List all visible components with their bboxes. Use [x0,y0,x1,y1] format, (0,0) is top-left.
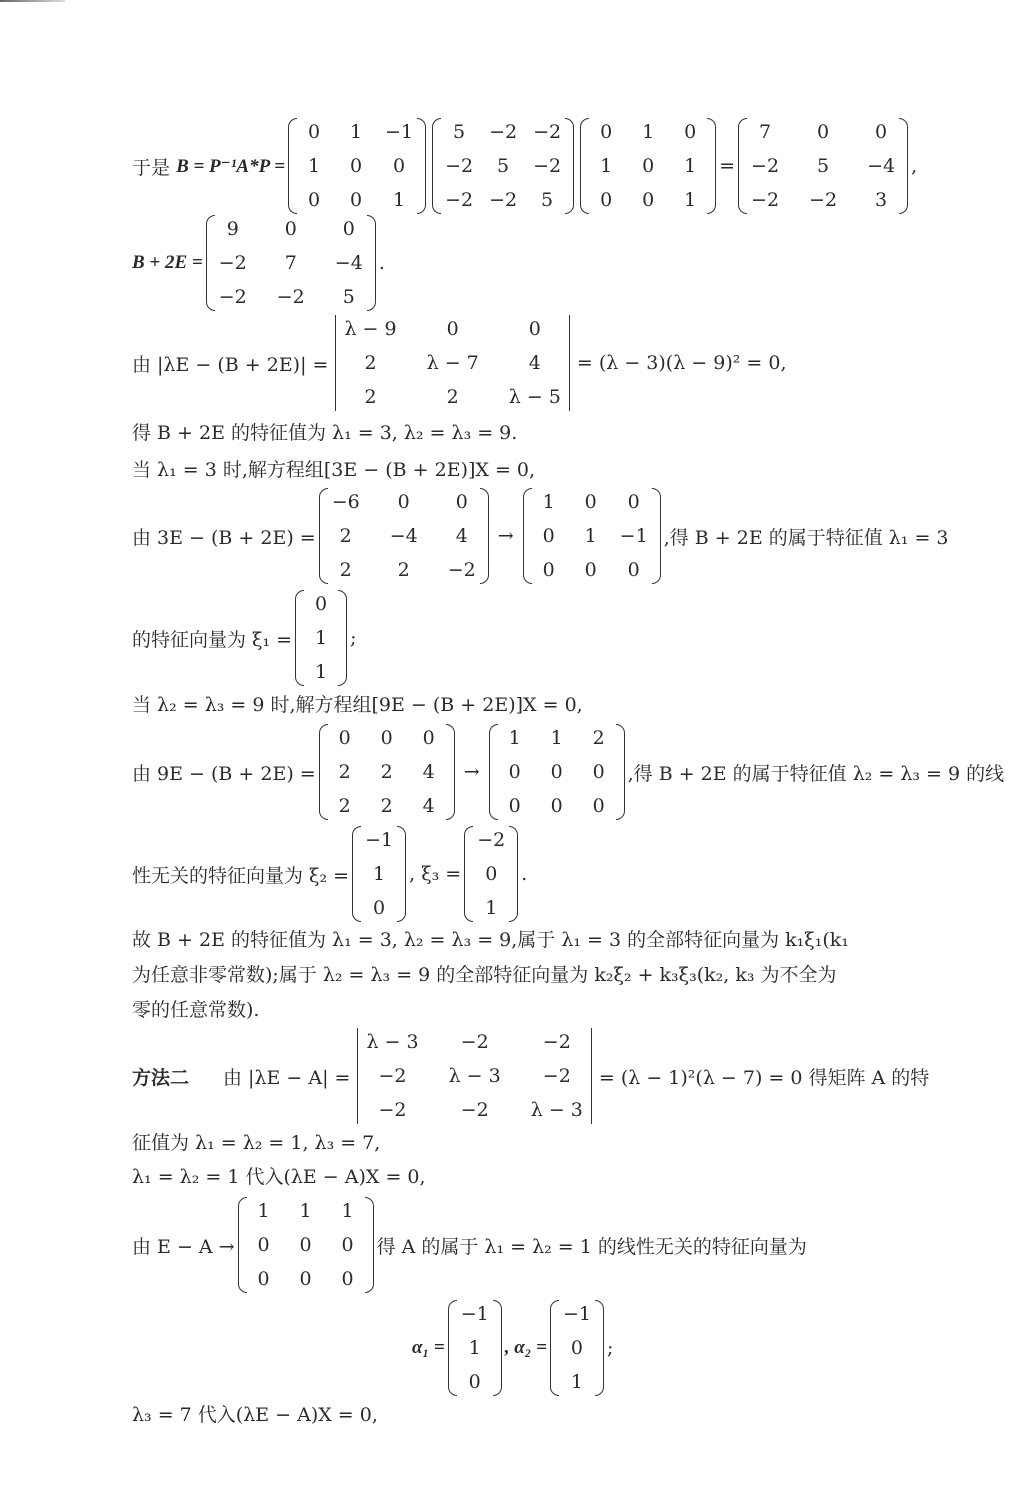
matrix-bracket [616,724,625,820]
matrix-cell: −2 [533,121,562,143]
text-line: 得 B + 2E 的特征值为 λ₁ = 3, λ₂ = λ₃ = 9. [132,422,518,444]
matrix-cell: 0 [550,761,563,783]
text-line: λ₃ = 7 代入(λE − A)X = 0, [132,1404,378,1426]
matrix-bracket [238,1197,247,1293]
matrix-cell: 0 [446,318,459,340]
matrix-cell: 0 [642,189,655,211]
matrix-bracket [338,590,347,686]
matrix-cell: 0 [584,491,597,513]
matrix-cell: 1 [570,1371,583,1393]
text-line: 当 λ₂ = λ₃ = 9 时,解方程组[9E − (B + 2E)]X = 0, [132,694,583,716]
matrix-cell: 1 [350,121,363,143]
matrix-cell: λ − 9 [344,318,397,340]
vector-alpha1 [448,1300,502,1396]
matrix-cell: 0 [350,189,363,211]
matrix-bracket [397,826,406,922]
matrix-P [580,118,716,214]
matrix-cell: −2 [460,1099,489,1121]
matrix-cell: 1 [508,727,521,749]
matrix-cell: 2 [338,761,351,783]
matrix-cell: 0 [342,218,355,240]
matrix-cell: 1 [542,491,555,513]
equation-xi2-xi3 [132,826,527,922]
matrix-cell: −2 [477,829,506,851]
matrix-cell: −2 [445,189,474,211]
determinant-1 [331,315,573,411]
matrix-cell: 0 [508,761,521,783]
matrix-cell: −4 [867,155,896,177]
matrix-bracket [738,118,747,214]
arrow-icon: → [497,525,514,547]
matrix-cell: 1 [393,189,406,211]
matrix-cell: 1 [600,155,613,177]
text: 由 |λE − (B + 2E)| = [132,353,329,376]
matrix-cell: −2 [489,121,518,143]
matrix-cell: 0 [528,318,541,340]
matrix-cell: 0 [684,121,697,143]
matrix-cell: 0 [875,121,888,143]
matrix-cell: 0 [592,795,605,817]
matrix-cell: 0 [338,727,351,749]
matrix-cell: 1 [308,155,321,177]
matrix-cell: −1 [562,1303,591,1325]
matrix-bracket [580,118,589,214]
matrix-cell: 0 [584,559,597,581]
text: ,得 B + 2E 的属于特征值 λ₂ = λ₃ = 9 的线 [627,762,1005,785]
text: 由 E − A → [132,1235,235,1258]
matrix-cell: 1 [315,661,328,683]
matrix-cell: 0 [308,121,321,143]
matrix-bracket [352,826,361,922]
matrix-cell: 1 [315,627,328,649]
matrix-cell: −2 [218,286,247,308]
text-line: 故 B + 2E 的特征值为 λ₁ = 3, λ₂ = λ₃ = 9,属于 λ₁ = 3 的全部特征向量为 k₁ξ₁(k₁ [132,929,849,951]
matrix-B-plus-2E [206,215,376,311]
matrix-bracket [464,826,473,922]
matrix-cell: 0 [627,559,640,581]
text-line: 为任意非零常数);属于 λ₂ = λ₃ = 9 的全部特征向量为 k₂ξ₂ + k₃ξ₃(k₂, k₃ 为不全为 [132,964,837,986]
matrix-cell: 2 [446,386,459,408]
text: , α₂ = [504,1337,547,1358]
matrix-cell: −2 [447,559,476,581]
matrix-cell: −1 [365,829,394,851]
matrix-cell: 2 [339,525,352,547]
matrix-cell: 0 [373,897,386,919]
equation-alpha [412,1300,613,1396]
matrix-bracket [417,118,426,214]
text: B = P⁻¹A*P = [176,155,286,177]
text: = (λ − 3)(λ − 9)² = 0, [576,352,787,374]
matrix-cell: λ − 3 [366,1031,419,1053]
method-label: 方法二 [132,1066,190,1089]
matrix-cell: −2 [460,1031,489,1053]
text: α₁ = [412,1337,445,1358]
matrix-cell: 1 [468,1337,481,1359]
text: . [521,863,528,885]
determinant-2 [353,1028,595,1124]
matrix-cell: 1 [684,189,697,211]
text: 由 3E − (B + 2E) = [132,526,316,549]
matrix-cell: −1 [619,525,648,547]
matrix-P-inverse [288,118,426,214]
matrix-cell: 5 [541,189,554,211]
matrix-cell: 0 [299,1234,312,1256]
determinant-bar [569,315,570,411]
matrix-9E-minus [319,724,455,820]
text-line: 零的任意常数). [132,999,260,1021]
matrix-cell: 9 [226,218,239,240]
matrix-cell: 3 [875,189,888,211]
matrix-cell: 1 [584,525,597,547]
determinant-bar [357,1028,358,1124]
matrix-cell: −2 [542,1031,571,1053]
vector-xi3 [464,826,518,922]
matrix-cell: 0 [550,795,563,817]
equation-3E [132,488,949,584]
matrix-cell: 0 [315,593,328,615]
equation-method2-det [132,1028,929,1124]
matrix-cell: −2 [445,155,474,177]
text: 的特征向量为 ξ₁ = [132,628,293,651]
matrix-cell: λ − 3 [448,1065,501,1087]
matrix-cell: 2 [380,761,393,783]
matrix-cell: 1 [257,1200,270,1222]
matrix-cell: 0 [600,189,613,211]
matrix-cell: 0 [468,1371,481,1393]
matrix-cell: λ − 7 [426,352,479,374]
text-line: λ₁ = λ₂ = 1 代入(λE − A)X = 0, [132,1166,426,1188]
equation-characteristic-det [132,315,787,411]
equation-xi1 [132,590,357,686]
matrix-cell: −2 [378,1065,407,1087]
matrix-cell: 0 [393,155,406,177]
matrix-cell: −2 [533,155,562,177]
matrix-cell: 4 [455,525,468,547]
matrix-3E-reduced [523,488,661,584]
text: B + 2E = [132,252,203,273]
text: 性无关的特征向量为 ξ₂ = [132,864,350,887]
text: = (λ − 1)²(λ − 7) = 0 得矩阵 A 的特 [598,1066,930,1089]
text: 由 9E − (B + 2E) = [132,762,316,785]
matrix-bracket [899,118,908,214]
text: 得 A 的属于 λ₁ = λ₂ = 1 的线性无关的特征向量为 [376,1235,807,1258]
matrix-bracket [550,1300,559,1396]
matrix-cell: 5 [817,155,830,177]
matrix-cell: −2 [218,252,247,274]
matrix-bracket [595,1300,604,1396]
matrix-cell: 1 [485,897,498,919]
matrix-bracket [707,118,716,214]
matrix-cell: 0 [397,491,410,513]
equation-E-minus-A [132,1197,807,1293]
matrix-cell: 1 [299,1200,312,1222]
matrix-cell: 0 [570,1337,583,1359]
matrix-A-star [432,118,574,214]
matrix-cell: 1 [341,1200,354,1222]
matrix-bracket [295,590,304,686]
matrix-cell: 0 [600,121,613,143]
matrix-cell: −6 [331,491,360,513]
matrix-E-minus-A-reduced [238,1197,374,1293]
matrix-cell: 2 [339,559,352,581]
scan-edge-artifact [0,0,65,2]
equation-B-plus-2E: B + 2E = 9 0 0 −2 7 −4 −2 −2 5 . [132,215,385,311]
matrix-bracket [319,724,328,820]
matrix-cell: 1 [642,121,655,143]
matrix-bracket [206,215,215,311]
matrix-cell: 5 [453,121,466,143]
matrix-cell: 0 [817,121,830,143]
matrix-3E-minus [319,488,489,584]
matrix-cell: −2 [751,189,780,211]
matrix-cell: 0 [380,727,393,749]
matrix-bracket [288,118,297,214]
matrix-cell: 5 [497,155,510,177]
matrix-cell: 5 [342,286,355,308]
matrix-cell: 0 [508,795,521,817]
text: 于是 [132,156,171,179]
matrix-bracket [480,488,489,584]
matrix-bracket [523,488,532,584]
matrix-cell: 0 [422,727,435,749]
matrix-cell: 7 [284,252,297,274]
matrix-cell: 0 [350,155,363,177]
matrix-bracket [448,1300,457,1396]
matrix-cell: 0 [284,218,297,240]
arrow-icon: → [463,761,480,783]
matrix-bracket [365,1197,374,1293]
text: ; [350,627,357,649]
matrix-cell: 0 [642,155,655,177]
matrix-cell: −4 [389,525,418,547]
text: 由 |λE − A| = [223,1066,351,1089]
matrix-bracket [367,215,376,311]
matrix-cell: 1 [684,155,697,177]
matrix-cell: 0 [257,1234,270,1256]
matrix-cell: 1 [550,727,563,749]
matrix-cell: 0 [341,1234,354,1256]
matrix-cell: λ − 5 [508,386,561,408]
matrix-cell: −2 [809,189,838,211]
matrix-cell: 0 [485,863,498,885]
matrix-B [738,118,908,214]
determinant-bar [591,1028,592,1124]
matrix-cell: 0 [542,559,555,581]
text-line: 当 λ₁ = 3 时,解方程组[3E − (B + 2E)]X = 0, [132,459,536,481]
matrix-bracket [319,488,328,584]
matrix-cell: 0 [627,491,640,513]
equation-B: 于是 B = P⁻¹A*P = 0 1 −1 1 0 0 0 0 1 5 −2 −2 −2 5 −2 −2 −2 5 0 1 0 1 0 1 0 0 1 = 7 0 0 −2 5 −4 −2 −2 3 , [132,118,917,214]
vector-xi1 [295,590,347,686]
text: ; [606,1337,614,1359]
determinant-bar [335,315,336,411]
matrix-cell: 4 [422,761,435,783]
matrix-cell: 2 [592,727,605,749]
matrix-cell: −1 [385,121,414,143]
matrix-bracket [652,488,661,584]
matrix-cell: 7 [758,121,772,143]
matrix-bracket [489,724,498,820]
matrix-cell: 2 [380,795,393,817]
matrix-bracket [432,118,441,214]
matrix-9E-reduced [489,724,625,820]
matrix-cell: 4 [422,795,435,817]
matrix-cell: −2 [542,1065,571,1087]
matrix-cell: −4 [334,252,363,274]
vector-alpha2 [550,1300,604,1396]
matrix-cell: −2 [751,155,780,177]
matrix-bracket [565,118,574,214]
matrix-bracket [493,1300,502,1396]
matrix-cell: −2 [378,1099,407,1121]
matrix-bracket [446,724,455,820]
matrix-bracket [509,826,518,922]
matrix-cell: 0 [308,189,321,211]
vector-xi2 [352,826,406,922]
matrix-cell: 0 [299,1268,312,1290]
matrix-cell: λ − 3 [530,1099,583,1121]
matrix-cell: 2 [397,559,410,581]
matrix-cell: −1 [460,1303,489,1325]
text: , ξ₃ = [409,863,462,885]
matrix-cell: 0 [341,1268,354,1290]
matrix-cell: 2 [364,386,377,408]
matrix-cell: 2 [338,795,351,817]
matrix-cell: 2 [364,352,377,374]
text-line: 征值为 λ₁ = λ₂ = 1, λ₃ = 7, [132,1132,381,1154]
matrix-cell: −2 [276,286,305,308]
text: ,得 B + 2E 的属于特征值 λ₁ = 3 [663,526,949,549]
matrix-cell: 4 [528,352,541,374]
matrix-cell: −2 [489,189,518,211]
equation-9E [132,724,1004,820]
matrix-cell: 0 [592,761,605,783]
matrix-cell: 1 [373,863,386,885]
matrix-cell: 0 [257,1268,270,1290]
matrix-cell: 0 [455,491,468,513]
matrix-cell: 0 [542,525,555,547]
